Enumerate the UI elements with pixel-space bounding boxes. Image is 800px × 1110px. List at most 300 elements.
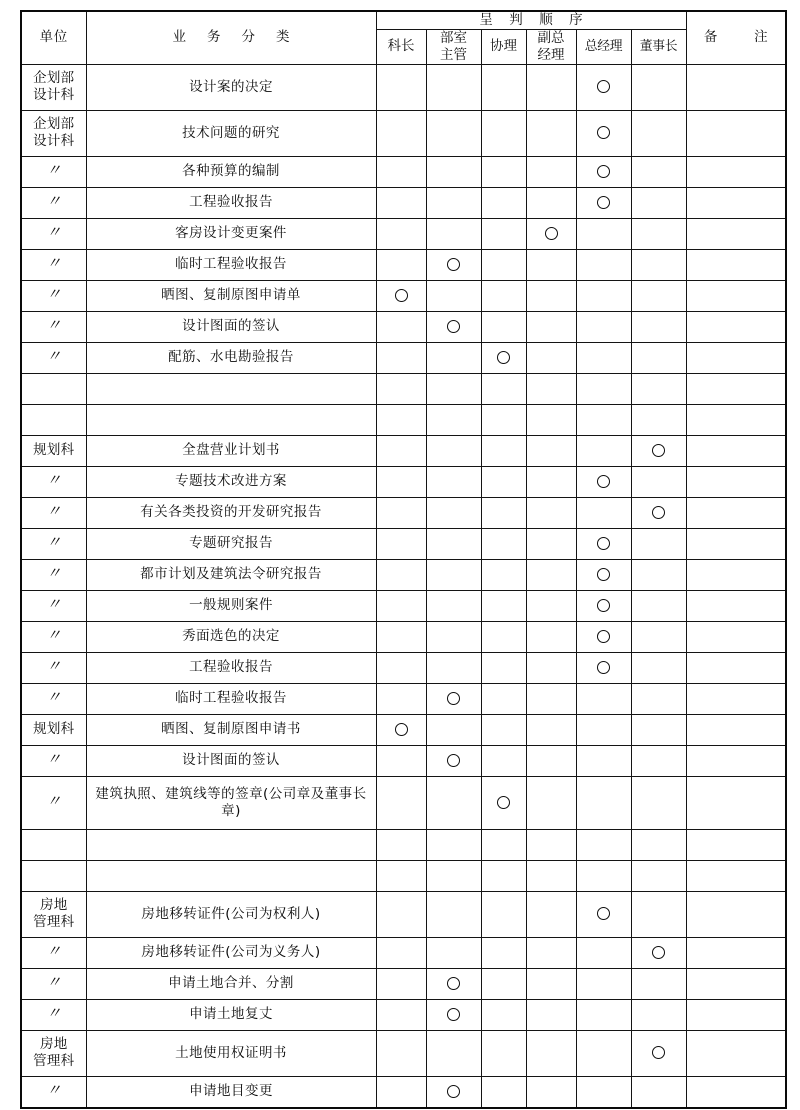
cell-note	[686, 64, 786, 110]
cell-approval-mark	[481, 156, 526, 187]
cell-unit	[21, 683, 86, 714]
cell-unit	[21, 652, 86, 683]
cell-approval-mark	[631, 187, 686, 218]
column-header-role-chairman	[631, 29, 686, 64]
table-row	[21, 156, 786, 187]
cell-approval-mark	[481, 1030, 526, 1076]
ditto-mark: 〃	[46, 1081, 62, 1100]
cell-approval-mark	[631, 590, 686, 621]
cell-approval-mark	[481, 860, 526, 891]
cell-approval-mark	[426, 745, 481, 776]
table-row-blank	[21, 373, 786, 404]
cell-note	[686, 590, 786, 621]
cell-approval-mark	[481, 187, 526, 218]
cell-approval-mark	[426, 999, 481, 1030]
cell-approval-mark	[376, 937, 426, 968]
cell-note	[686, 559, 786, 590]
cell-note	[686, 776, 786, 829]
cell-approval-mark	[631, 1030, 686, 1076]
cell-approval-mark	[481, 829, 526, 860]
ditto-mark: 〃	[46, 564, 62, 583]
circle-mark-icon	[395, 723, 408, 736]
cell-unit	[21, 776, 86, 829]
cell-unit	[21, 528, 86, 559]
cell-approval-mark	[426, 559, 481, 590]
cell-note	[686, 714, 786, 745]
cell-approval-mark	[631, 559, 686, 590]
cell-unit	[21, 745, 86, 776]
cell-approval-mark	[376, 187, 426, 218]
cell-classification: 申请土地合并、分割	[86, 968, 376, 999]
cell-approval-mark	[526, 776, 576, 829]
circle-mark-icon	[597, 196, 610, 209]
cell-classification: 全盘营业计划书	[86, 435, 376, 466]
cell-note	[686, 652, 786, 683]
table-row	[21, 683, 786, 714]
cell-unit	[21, 311, 86, 342]
cell-approval-mark	[576, 218, 631, 249]
circle-mark-icon	[447, 977, 460, 990]
cell-approval-mark	[631, 249, 686, 280]
cell-note	[686, 466, 786, 497]
table-row	[21, 311, 786, 342]
cell-unit	[21, 891, 86, 937]
cell-approval-mark	[576, 776, 631, 829]
cell-approval-mark	[426, 590, 481, 621]
cell-approval-mark	[576, 342, 631, 373]
cell-classification: 房地移转证件(公司为义务人)	[86, 937, 376, 968]
circle-mark-icon	[597, 661, 610, 674]
cell-note	[686, 497, 786, 528]
cell-approval-mark	[481, 590, 526, 621]
table-row	[21, 342, 786, 373]
cell-approval-mark	[481, 249, 526, 280]
cell-approval-mark	[576, 280, 631, 311]
cell-note	[686, 373, 786, 404]
column-header-role-assistant-manager	[481, 29, 526, 64]
cell-approval-mark	[526, 466, 576, 497]
cell-approval-mark	[481, 559, 526, 590]
cell-approval-mark	[426, 621, 481, 652]
cell-approval-mark	[481, 714, 526, 745]
cell-approval-mark	[631, 999, 686, 1030]
cell-approval-mark	[631, 280, 686, 311]
table-row	[21, 714, 786, 745]
cell-approval-mark	[631, 311, 686, 342]
cell-classification: 专题研究报告	[86, 528, 376, 559]
header-row-top	[21, 11, 786, 29]
circle-mark-icon	[497, 351, 510, 364]
table-row	[21, 249, 786, 280]
circle-mark-icon	[447, 692, 460, 705]
cell-classification: 临时工程验收报告	[86, 249, 376, 280]
cell-approval-mark	[576, 860, 631, 891]
circle-mark-icon	[447, 754, 460, 767]
cell-approval-mark	[426, 652, 481, 683]
cell-approval-mark	[426, 218, 481, 249]
circle-mark-icon	[597, 80, 610, 93]
cell-classification: 临时工程验收报告	[86, 683, 376, 714]
cell-approval-mark	[576, 156, 631, 187]
cell-classification: 工程验收报告	[86, 187, 376, 218]
unit-line-2: 管理科	[33, 1053, 75, 1070]
cell-approval-mark	[631, 776, 686, 829]
cell-approval-mark	[426, 311, 481, 342]
cell-classification: 晒图、复制原图申请单	[86, 280, 376, 311]
cell-approval-mark	[426, 404, 481, 435]
cell-approval-mark	[376, 280, 426, 311]
cell-unit	[21, 714, 86, 745]
cell-approval-mark	[526, 745, 576, 776]
ditto-mark: 〃	[46, 285, 62, 304]
cell-approval-mark	[631, 497, 686, 528]
table-row	[21, 64, 786, 110]
cell-classification	[86, 404, 376, 435]
cell-approval-mark	[376, 1076, 426, 1108]
cell-note	[686, 342, 786, 373]
cell-approval-mark	[576, 64, 631, 110]
cell-approval-mark	[426, 110, 481, 156]
cell-approval-mark	[526, 968, 576, 999]
cell-note	[686, 218, 786, 249]
circle-mark-icon	[447, 1008, 460, 1021]
cell-approval-mark	[481, 373, 526, 404]
table-row	[21, 652, 786, 683]
cell-approval-mark	[576, 249, 631, 280]
circle-mark-icon	[597, 568, 610, 581]
cell-approval-mark	[376, 404, 426, 435]
ditto-mark: 〃	[46, 223, 62, 242]
cell-approval-mark	[376, 714, 426, 745]
cell-approval-mark	[426, 466, 481, 497]
cell-approval-mark	[576, 187, 631, 218]
circle-mark-icon	[652, 946, 665, 959]
cell-approval-mark	[526, 683, 576, 714]
cell-approval-mark	[481, 621, 526, 652]
cell-approval-mark	[576, 435, 631, 466]
ditto-mark: 〃	[46, 502, 62, 521]
cell-unit	[21, 999, 86, 1030]
cell-classification: 申请土地复丈	[86, 999, 376, 1030]
cell-approval-mark	[481, 528, 526, 559]
cell-classification: 土地使用权证明书	[86, 1030, 376, 1076]
cell-unit	[21, 110, 86, 156]
cell-approval-mark	[526, 621, 576, 652]
cell-approval-mark	[376, 652, 426, 683]
cell-approval-mark	[376, 342, 426, 373]
cell-approval-mark	[576, 559, 631, 590]
cell-approval-mark	[426, 64, 481, 110]
cell-approval-mark	[481, 404, 526, 435]
cell-approval-mark	[481, 435, 526, 466]
cell-approval-mark	[526, 218, 576, 249]
role-line-1: 总经理	[584, 38, 623, 54]
cell-approval-mark	[481, 652, 526, 683]
cell-unit	[21, 280, 86, 311]
cell-approval-mark	[526, 435, 576, 466]
cell-approval-mark	[481, 280, 526, 311]
cell-approval-mark	[576, 829, 631, 860]
table-body	[21, 64, 786, 1108]
cell-approval-mark	[376, 621, 426, 652]
cell-approval-mark	[481, 497, 526, 528]
cell-unit	[21, 466, 86, 497]
table-row	[21, 590, 786, 621]
cell-approval-mark	[481, 968, 526, 999]
cell-approval-mark	[576, 590, 631, 621]
cell-approval-mark	[631, 652, 686, 683]
cell-note	[686, 187, 786, 218]
cell-approval-mark	[481, 110, 526, 156]
cell-approval-mark	[631, 891, 686, 937]
cell-approval-mark	[426, 683, 481, 714]
cell-classification: 房地移转证件(公司为权利人)	[86, 891, 376, 937]
cell-approval-mark	[631, 829, 686, 860]
cell-note	[686, 968, 786, 999]
cell-approval-mark	[631, 937, 686, 968]
cell-note	[686, 280, 786, 311]
table-row	[21, 776, 786, 829]
cell-approval-mark	[481, 218, 526, 249]
cell-approval-mark	[526, 714, 576, 745]
cell-unit	[21, 590, 86, 621]
cell-note	[686, 937, 786, 968]
ditto-mark: 〃	[46, 192, 62, 211]
cell-approval-mark	[576, 110, 631, 156]
cell-approval-mark	[376, 968, 426, 999]
table-row	[21, 621, 786, 652]
role-line-1: 科长	[387, 38, 415, 55]
circle-mark-icon	[545, 227, 558, 240]
cell-approval-mark	[426, 156, 481, 187]
cell-unit	[21, 621, 86, 652]
unit-line-1: 企划部	[33, 70, 75, 87]
unit-line-2: 设计科	[33, 133, 75, 150]
cell-approval-mark	[631, 621, 686, 652]
cell-unit	[21, 156, 86, 187]
cell-approval-mark	[631, 683, 686, 714]
cell-approval-mark	[426, 968, 481, 999]
table-row	[21, 497, 786, 528]
table-row	[21, 187, 786, 218]
cell-approval-mark	[481, 342, 526, 373]
cell-approval-mark	[631, 156, 686, 187]
role-line-2: 主管	[440, 46, 467, 63]
cell-unit	[21, 559, 86, 590]
cell-approval-mark	[526, 497, 576, 528]
cell-note	[686, 621, 786, 652]
cell-approval-mark	[526, 999, 576, 1030]
cell-unit	[21, 218, 86, 249]
cell-approval-mark	[481, 1076, 526, 1108]
approval-routing-table	[20, 10, 787, 1109]
cell-note	[686, 683, 786, 714]
cell-classification: 都市计划及建筑法令研究报告	[86, 559, 376, 590]
cell-approval-mark	[576, 1076, 631, 1108]
column-header-role-section-chief	[376, 29, 426, 64]
cell-approval-mark	[426, 714, 481, 745]
cell-approval-mark	[376, 829, 426, 860]
cell-classification: 设计图面的签认	[86, 311, 376, 342]
column-header-unit: 单位	[21, 11, 86, 64]
cell-classification: 工程验收报告	[86, 652, 376, 683]
cell-classification: 建筑执照、建筑线等的签章(公司章及董事长章)	[86, 776, 376, 829]
cell-unit	[21, 829, 86, 860]
cell-approval-mark	[526, 1076, 576, 1108]
circle-mark-icon	[395, 289, 408, 302]
cell-approval-mark	[376, 497, 426, 528]
cell-note	[686, 1076, 786, 1108]
table-row-blank	[21, 404, 786, 435]
cell-classification: 客房设计变更案件	[86, 218, 376, 249]
cell-approval-mark	[426, 1076, 481, 1108]
cell-approval-mark	[481, 466, 526, 497]
cell-approval-mark	[631, 110, 686, 156]
cell-approval-mark	[631, 218, 686, 249]
cell-approval-mark	[376, 373, 426, 404]
cell-note	[686, 860, 786, 891]
circle-mark-icon	[597, 630, 610, 643]
cell-unit	[21, 64, 86, 110]
cell-approval-mark	[576, 311, 631, 342]
ditto-mark: 〃	[46, 254, 62, 273]
cell-unit	[21, 249, 86, 280]
cell-approval-mark	[481, 311, 526, 342]
cell-approval-mark	[376, 156, 426, 187]
unit-line-1: 企划部	[33, 116, 75, 133]
cell-approval-mark	[576, 466, 631, 497]
cell-approval-mark	[426, 435, 481, 466]
cell-approval-mark	[376, 110, 426, 156]
table-row-blank	[21, 860, 786, 891]
cell-approval-mark	[376, 1030, 426, 1076]
cell-approval-mark	[631, 64, 686, 110]
cell-approval-mark	[426, 829, 481, 860]
cell-approval-mark	[576, 497, 631, 528]
circle-mark-icon	[597, 475, 610, 488]
cell-classification: 有关各类投资的开发研究报告	[86, 497, 376, 528]
cell-approval-mark	[481, 891, 526, 937]
cell-approval-mark	[631, 466, 686, 497]
cell-approval-mark	[376, 891, 426, 937]
table-header	[21, 11, 786, 64]
cell-classification: 秀面选色的决定	[86, 621, 376, 652]
circle-mark-icon	[597, 907, 610, 920]
cell-approval-mark	[481, 64, 526, 110]
cell-approval-mark	[426, 373, 481, 404]
role-line-1: 部室	[440, 29, 467, 46]
column-header-role-deputy-gm	[526, 29, 576, 64]
cell-approval-mark	[526, 187, 576, 218]
circle-mark-icon	[597, 165, 610, 178]
cell-approval-mark	[526, 937, 576, 968]
cell-unit	[21, 860, 86, 891]
cell-approval-mark	[526, 249, 576, 280]
cell-approval-mark	[526, 590, 576, 621]
circle-mark-icon	[447, 320, 460, 333]
table-row	[21, 891, 786, 937]
cell-approval-mark	[576, 1030, 631, 1076]
cell-approval-mark	[631, 745, 686, 776]
cell-approval-mark	[526, 311, 576, 342]
cell-approval-mark	[376, 528, 426, 559]
ditto-mark: 〃	[46, 942, 62, 961]
cell-approval-mark	[376, 249, 426, 280]
table-row	[21, 937, 786, 968]
role-line-2: 经理	[537, 46, 565, 63]
cell-approval-mark	[526, 652, 576, 683]
unit-line-1: 规划科	[33, 721, 75, 738]
ditto-mark: 〃	[46, 161, 62, 180]
ditto-mark: 〃	[46, 347, 62, 366]
column-header-approval-sequence: 呈 判 顺 序	[376, 11, 686, 29]
cell-approval-mark	[481, 937, 526, 968]
table-row	[21, 745, 786, 776]
table-row	[21, 559, 786, 590]
ditto-mark: 〃	[46, 792, 62, 811]
circle-mark-icon	[597, 599, 610, 612]
cell-approval-mark	[526, 64, 576, 110]
table-row	[21, 999, 786, 1030]
circle-mark-icon	[447, 258, 460, 271]
cell-note	[686, 829, 786, 860]
cell-approval-mark	[426, 280, 481, 311]
circle-mark-icon	[652, 506, 665, 519]
cell-approval-mark	[576, 652, 631, 683]
cell-unit	[21, 1076, 86, 1108]
cell-classification	[86, 860, 376, 891]
circle-mark-icon	[447, 1085, 460, 1098]
ditto-mark: 〃	[46, 595, 62, 614]
cell-approval-mark	[576, 937, 631, 968]
cell-approval-mark	[526, 373, 576, 404]
circle-mark-icon	[497, 796, 510, 809]
cell-approval-mark	[526, 1030, 576, 1076]
ditto-mark: 〃	[46, 471, 62, 490]
unit-line-1: 房地	[39, 1036, 68, 1053]
cell-approval-mark	[526, 156, 576, 187]
cell-classification: 申请地目变更	[86, 1076, 376, 1108]
cell-approval-mark	[631, 968, 686, 999]
cell-approval-mark	[576, 745, 631, 776]
cell-note	[686, 999, 786, 1030]
role-line-1: 副总	[537, 29, 565, 46]
cell-note	[686, 156, 786, 187]
table-row	[21, 218, 786, 249]
cell-approval-mark	[631, 528, 686, 559]
cell-approval-mark	[631, 860, 686, 891]
cell-approval-mark	[576, 999, 631, 1030]
cell-approval-mark	[376, 590, 426, 621]
unit-line-2: 设计科	[33, 87, 75, 104]
cell-approval-mark	[376, 311, 426, 342]
cell-classification: 技术问题的研究	[86, 110, 376, 156]
column-header-role-general-manager	[576, 29, 631, 64]
cell-classification: 设计图面的签认	[86, 745, 376, 776]
table-row	[21, 466, 786, 497]
cell-approval-mark	[631, 342, 686, 373]
cell-approval-mark	[526, 860, 576, 891]
cell-approval-mark	[426, 860, 481, 891]
cell-approval-mark	[631, 435, 686, 466]
circle-mark-icon	[652, 1046, 665, 1059]
unit-line-1: 房地	[39, 897, 68, 914]
ditto-mark: 〃	[46, 750, 62, 769]
role-line-1: 董事长	[639, 38, 678, 54]
cell-approval-mark	[631, 714, 686, 745]
table-row	[21, 110, 786, 156]
cell-approval-mark	[576, 528, 631, 559]
